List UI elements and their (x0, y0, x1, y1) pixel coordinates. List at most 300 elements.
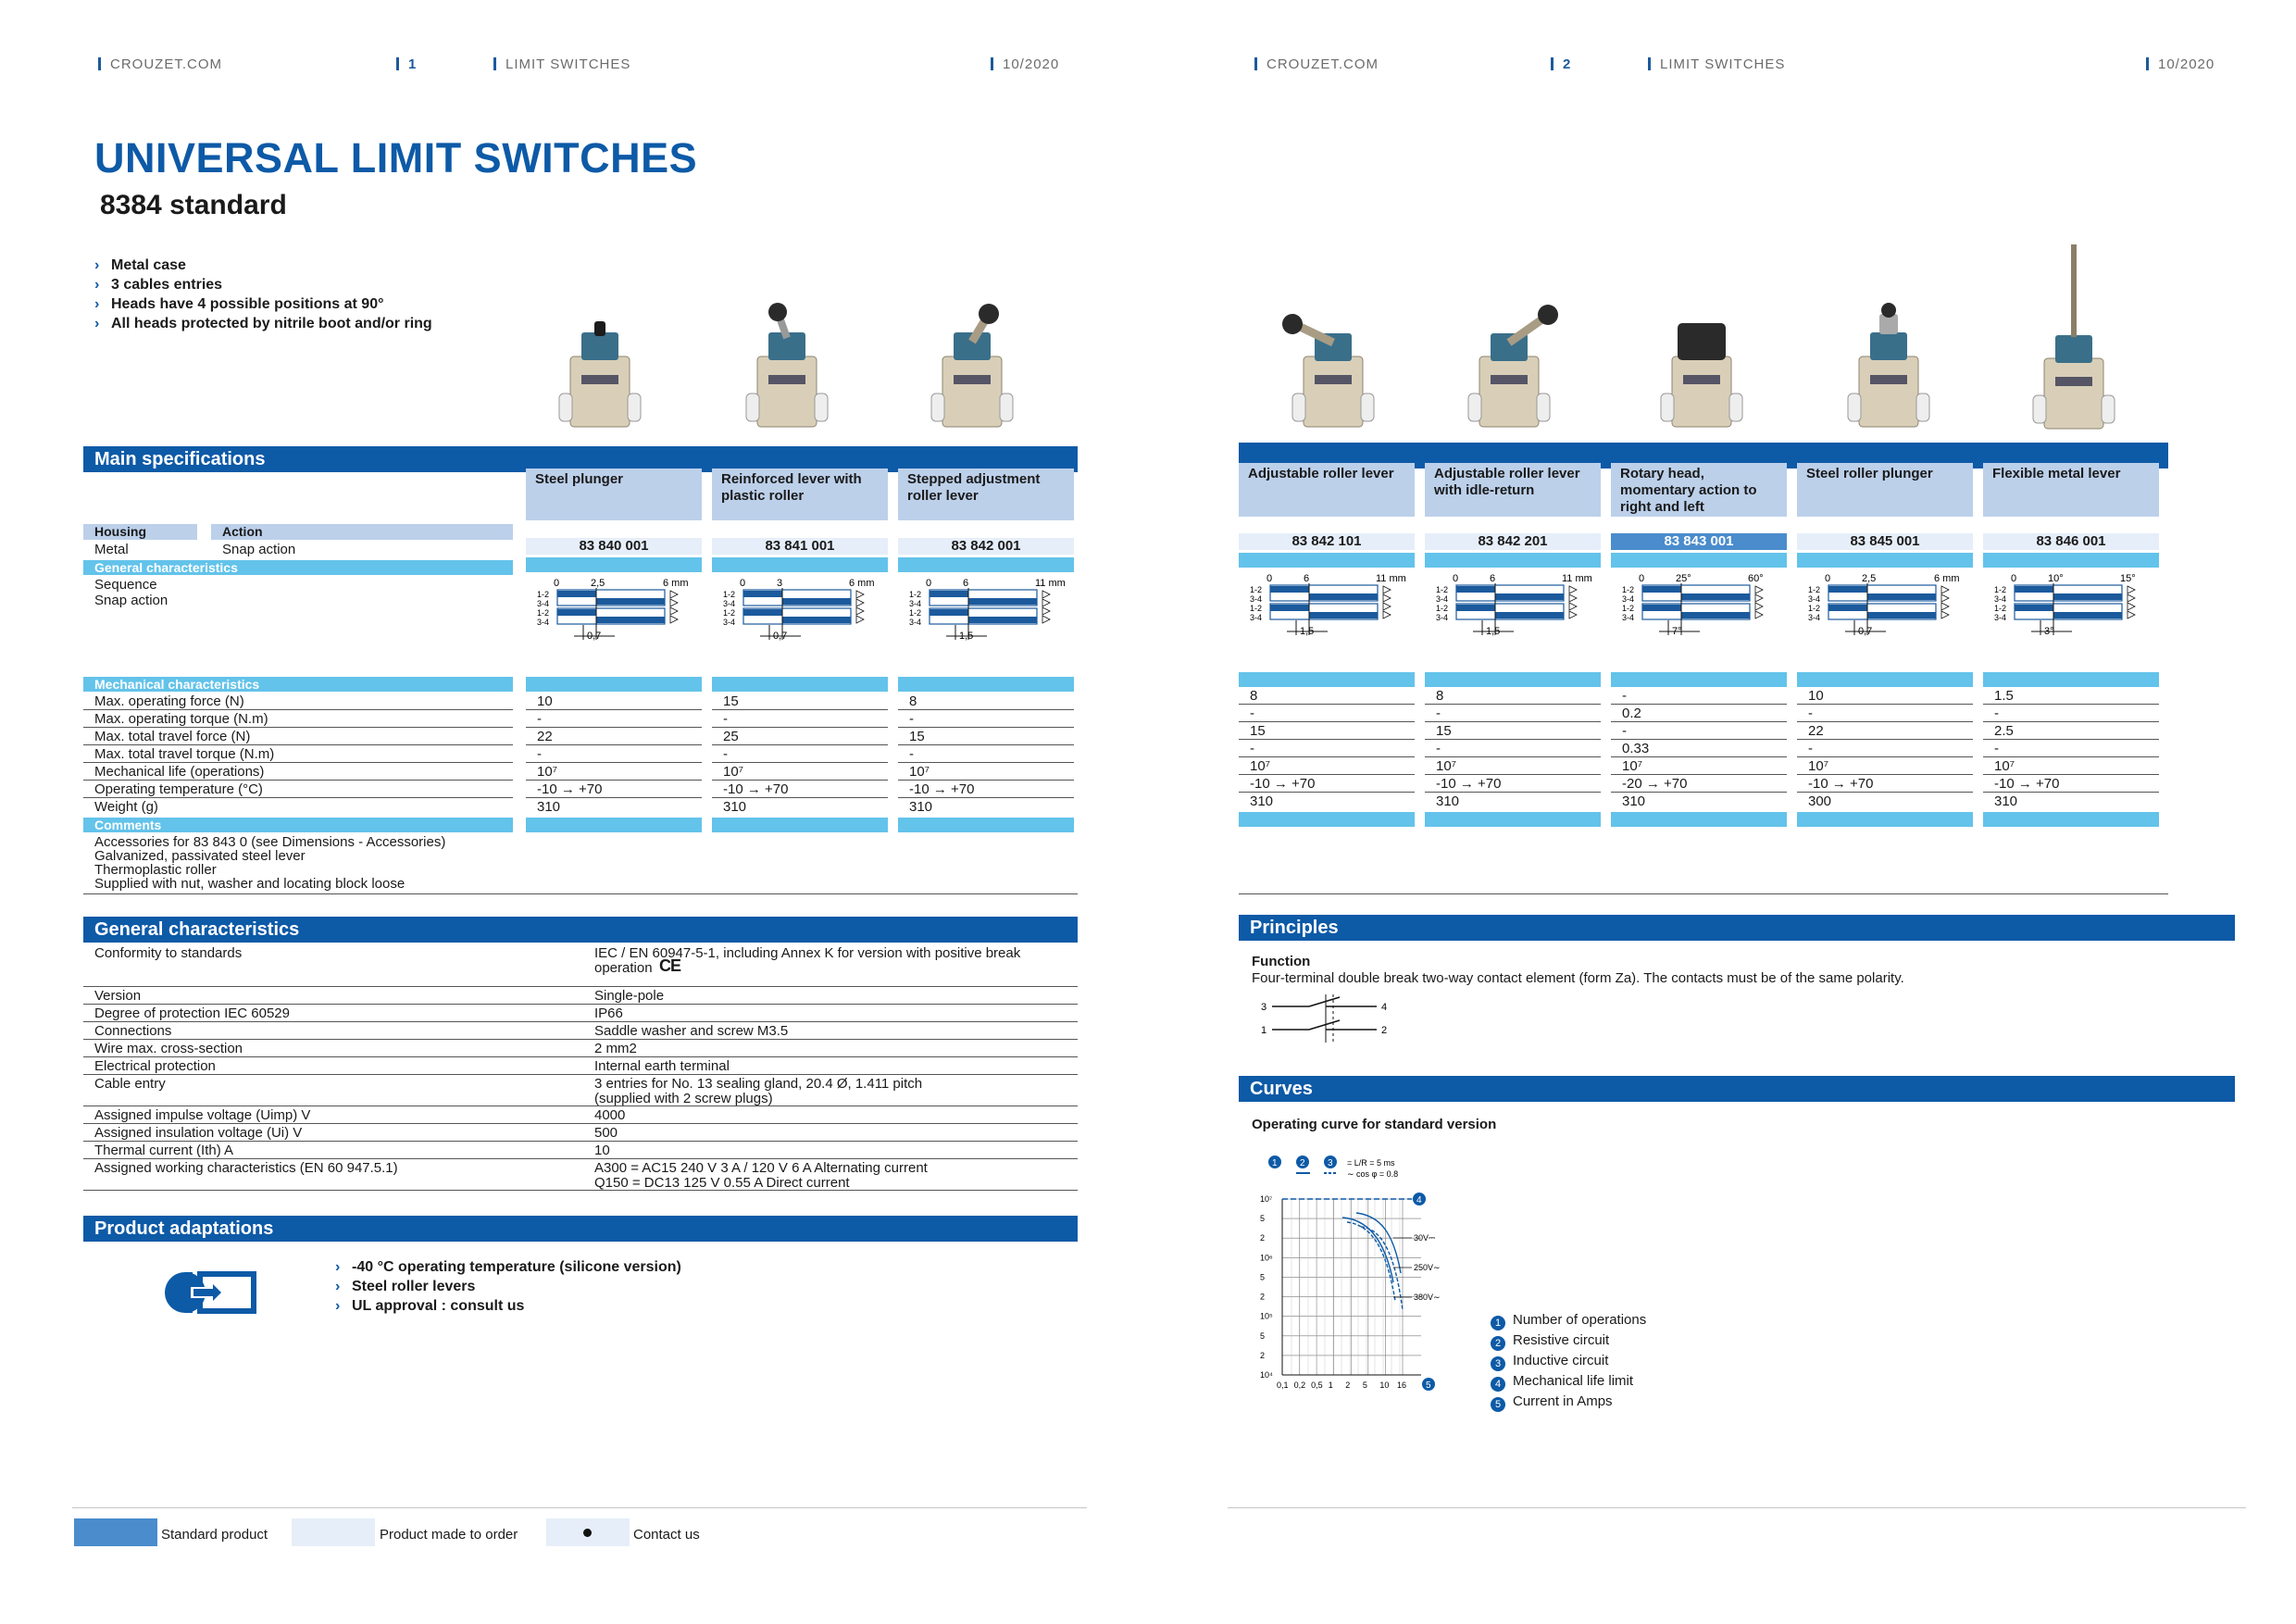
product-column-header: Steel plunger (526, 468, 702, 520)
spec-value: 310 (537, 799, 561, 815)
general-row-label: Conformity to standards (94, 945, 243, 961)
column-band (1611, 553, 1787, 568)
diagram-bar (2015, 586, 2053, 593)
sequence-diagram (712, 577, 888, 651)
general-header: General characteristics (83, 917, 1078, 943)
mech-row: Max. operating force (N) (83, 693, 513, 710)
action-value: Snap action (222, 542, 296, 557)
chevron-right-icon: › (335, 1279, 341, 1294)
spec-value: 310 (723, 799, 747, 815)
diagram-row-label: 1-2 (1436, 604, 1449, 613)
general-row-value: (supplied with 2 screw plugs) (594, 1091, 773, 1106)
spec-value: -10 → +70 (712, 781, 888, 798)
diagram-row-label: 1-2 (1994, 585, 2007, 594)
diagram-marker (1569, 594, 1577, 602)
diagram-tick-label: 3 (777, 578, 783, 589)
column-band (1425, 553, 1601, 568)
diagram-row-label: 3-4 (909, 618, 922, 627)
diagram-bar (1642, 605, 1681, 611)
diagram-row-label: 3-4 (723, 599, 736, 608)
diagram-tick-label: 6 mm (1934, 573, 1960, 584)
diagram-bar (743, 609, 782, 616)
column-band (1983, 672, 2159, 687)
product-column-header: Rotary head, momentary action to right and left (1611, 463, 1787, 517)
comments-divider (83, 893, 1078, 894)
principles-header: Principles (1239, 915, 2235, 941)
spec-value: -10 → +70 (1797, 775, 1973, 793)
diagram-row-label: 1-2 (1622, 604, 1635, 613)
diagram-row-label: 1-2 (1808, 604, 1821, 613)
comment-line: Thermoplastic roller (94, 862, 217, 878)
product-reference[interactable]: 83 842 201 (1425, 533, 1601, 550)
spec-value: - (898, 745, 1074, 763)
spec-value: - (1797, 705, 1973, 722)
legend-contact-swatch (546, 1518, 630, 1546)
diagram-bar (2053, 612, 2122, 618)
adaptation-item: › Steel roller levers (335, 1279, 476, 1294)
product-reference[interactable]: 83 840 001 (526, 538, 702, 555)
product-reference[interactable]: 83 841 001 (712, 538, 888, 555)
spec-value: - (1611, 722, 1787, 740)
diagram-row-label: 1-2 (537, 608, 550, 618)
diagram-bar (1495, 612, 1564, 618)
diagram-tick-label: 0 (1267, 573, 1273, 584)
product-image-reinforced-lever (741, 301, 833, 431)
spec-value: -10 → +70 (898, 781, 1074, 798)
product-column-header: Flexible metal lever (1983, 463, 2159, 517)
diagram-row-label: 3-4 (909, 599, 922, 608)
mech-label: Mechanical characteristics (83, 677, 513, 692)
curve-series (1342, 1218, 1393, 1282)
spec-value: 10 (526, 693, 702, 710)
product-column-header: Reinforced lever with plastic roller (712, 468, 888, 520)
curve-y-tick: 2 (1260, 1233, 1266, 1243)
diagram-marker (670, 599, 678, 606)
chevron-right-icon: › (94, 316, 100, 331)
diagram-tick-label: 60° (1748, 573, 1764, 584)
column-band (712, 677, 888, 692)
curve-x-tick: 0,1 (1277, 1380, 1289, 1390)
column-band (526, 818, 702, 832)
curve-y-tick: 5 (1260, 1214, 1266, 1224)
mech-rows (83, 693, 513, 816)
function-text: Four-terminal double break two-way contact element (form Za). The contacts must be of the same polarity. (1252, 970, 1904, 986)
spec-value: - (1611, 687, 1787, 705)
spec-value: 310 (1436, 793, 1460, 809)
header-site[interactable]: CROUZET.COM (98, 56, 222, 72)
general-row-value: Single-pole (594, 988, 665, 1004)
spec-value: 8 (1239, 687, 1415, 705)
product-image-flexible-lever (2028, 243, 2120, 432)
product-image-rotary-head (1655, 319, 1748, 431)
curve-y-tick: 2 (1260, 1350, 1266, 1360)
diagram-marker (670, 607, 678, 615)
contact-diagram (1252, 994, 1400, 1043)
product-column-header: Steel roller plunger (1797, 463, 1973, 517)
product-reference[interactable]: 83 842 001 (898, 538, 1074, 555)
curve-x-tick: 0,2 (1293, 1380, 1306, 1390)
chevron-right-icon: › (335, 1298, 341, 1314)
diagram-bar (1828, 586, 1867, 593)
product-reference[interactable]: 83 843 001 (1611, 533, 1787, 550)
general-row-label: Assigned impulse voltage (Uimp) V (94, 1107, 311, 1123)
diagram-bar (557, 591, 596, 597)
ce-mark-icon: CE (659, 956, 681, 975)
diagram-marker (1569, 586, 1577, 593)
diagram-bar (782, 617, 851, 623)
product-image-stepped-lever (926, 301, 1018, 431)
diagram-tick-label: 0 (1825, 573, 1831, 584)
diagram-tick-label: 0 (740, 578, 746, 589)
diagram-bar (1456, 586, 1495, 593)
diagram-tick-label: 10° (2048, 573, 2064, 584)
comments-label: Comments (83, 818, 513, 832)
general-row-label: Degree of protection IEC 60529 (94, 1006, 290, 1021)
column-band (1611, 672, 1787, 687)
housing-label: Housing (83, 524, 197, 540)
diagram-row-label: 1-2 (1436, 585, 1449, 594)
spec-value: - (712, 745, 888, 763)
mech-row: Weight (g) (94, 799, 158, 815)
chevron-right-icon: › (94, 296, 100, 312)
general-row-value: 3 entries for No. 13 sealing gland, 20.4 Ø, 1.411 pitch (594, 1076, 923, 1092)
general-row-label: Thermal current (Ith) A (94, 1143, 234, 1158)
diagram-row-label: 1-2 (1808, 585, 1821, 594)
spec-value: - (1425, 705, 1601, 722)
diagram-marker (1569, 611, 1577, 618)
general-row-value: A300 = AC15 240 V 3 A / 120 V 6 A Alternating current (594, 1160, 928, 1176)
diagram-marker (1042, 591, 1050, 598)
diagram-marker (1383, 586, 1391, 593)
diagram-bar (930, 591, 968, 597)
diagram-bar (1309, 593, 1378, 600)
general-row (83, 1057, 1078, 1075)
diagram-row-label: 3-4 (1436, 613, 1449, 622)
diagram-bar (1642, 586, 1681, 593)
column-band (712, 818, 888, 832)
footer-divider (72, 1507, 1087, 1508)
diagram-row-label: 1-2 (723, 608, 736, 618)
adaptation-plug-icon (163, 1270, 257, 1315)
housing-value: Metal (94, 542, 129, 557)
diagram-marker (1569, 603, 1577, 610)
diagram-bar (782, 598, 851, 605)
diagram-row-label: 1-2 (723, 590, 736, 599)
general-row-value: Saddle washer and screw M3.5 (594, 1023, 789, 1039)
general-row (83, 1005, 1078, 1022)
diagram-tick-label: 0 (1453, 573, 1459, 584)
product-reference[interactable]: 83 846 001 (1983, 533, 2159, 550)
diagram-bar (968, 598, 1037, 605)
terminal-label: 3 (1261, 1002, 1267, 1013)
column-band (898, 677, 1074, 692)
general-row (83, 987, 1078, 1005)
diagram-marker (2128, 594, 2135, 602)
product-column-header: Adjustable roller lever (1239, 463, 1415, 517)
column-band (1239, 553, 1415, 568)
sequence-diagram (898, 577, 1074, 651)
legend-contact: Contact us (633, 1527, 700, 1543)
diagram-marker (856, 599, 864, 606)
diagram-marker (1941, 586, 1949, 593)
diagram-marker (1755, 586, 1763, 593)
spec-value: 10⁷ (1983, 757, 2159, 775)
chevron-right-icon: › (94, 277, 100, 293)
adaptation-item: › UL approval : consult us (335, 1298, 525, 1314)
spec-value: 10⁷ (526, 763, 702, 781)
diagram-bar (1495, 593, 1564, 600)
diagram-row-label: 3-4 (1622, 594, 1635, 604)
column-band (526, 677, 702, 692)
curve-x-tick: 16 (1397, 1380, 1407, 1390)
general-row-value: 10 (594, 1143, 610, 1158)
feature-item: › All heads protected by nitrile boot and/or ring (94, 316, 432, 331)
diagram-marker (1042, 599, 1050, 606)
terminal-label: 2 (1381, 1025, 1388, 1036)
general-row-label: Connections (94, 1023, 172, 1039)
diagram-tick-label: 1,5 (1486, 626, 1501, 637)
spec-value: 10⁷ (712, 763, 888, 781)
general-row (83, 1124, 1078, 1142)
sequence-diagram (526, 577, 702, 651)
diagram-bar (930, 609, 968, 616)
diagram-bar (1867, 593, 1936, 600)
diagram-marker (1042, 616, 1050, 623)
general-row-value: 500 (594, 1125, 618, 1141)
legend-bubble-label: 1 (1272, 1158, 1278, 1168)
comment-line: Accessories for 83 843 0 (see Dimensions - Accessories) (94, 834, 446, 850)
diagram-marker (1755, 611, 1763, 618)
footer-divider-right (1228, 1507, 2246, 1508)
diagram-marker (2128, 603, 2135, 610)
legend-bubble-label: 4 (1416, 1195, 1422, 1206)
adaptations-header: Product adaptations (83, 1216, 1078, 1242)
feature-item: › Heads have 4 possible positions at 90° (94, 296, 384, 312)
legend-order: Product made to order (380, 1527, 518, 1543)
diagram-tick-label: 15° (2120, 573, 2136, 584)
header-page-right: 2 (1551, 56, 1571, 72)
feature-list (94, 256, 432, 333)
legend-order-swatch (292, 1518, 375, 1546)
mech-row: Max. total travel force (N) (83, 728, 513, 745)
header-date: 10/2020 (991, 56, 1059, 72)
curve-x-tick: 2 (1345, 1380, 1351, 1390)
general-row-label: Electrical protection (94, 1058, 216, 1074)
diagram-row-label: 1-2 (1250, 585, 1263, 594)
product-image-adjustable-idle-lever (1463, 296, 1565, 431)
diagram-tick-label: 25° (1676, 573, 1691, 584)
general-row (83, 1159, 1078, 1191)
curves-legend-item: 5 Current in Amps (1491, 1392, 1646, 1412)
column-band (1611, 812, 1787, 827)
curve-formula: = L/R = 5 ms (1347, 1158, 1395, 1168)
diagram-bar (2015, 605, 2053, 611)
spec-value: - (1983, 705, 2159, 722)
page-subtitle: 8384 standard (100, 190, 287, 220)
spec-value: - (898, 710, 1074, 728)
general-row-label: Cable entry (94, 1076, 166, 1092)
terminal-label: 1 (1261, 1025, 1267, 1036)
diagram-row-label: 1-2 (1622, 585, 1635, 594)
diagram-bar (557, 609, 596, 616)
spec-value: 300 (1808, 793, 1832, 809)
diagram-marker (1383, 611, 1391, 618)
product-reference[interactable]: 83 842 101 (1239, 533, 1415, 550)
mech-row: Operating temperature (°C) (83, 781, 513, 798)
general-row-value: 2 mm2 (594, 1041, 637, 1056)
spec-value: 25 (712, 728, 888, 745)
legend-bubble-label: 2 (1300, 1158, 1305, 1168)
diagram-row-label: 3-4 (537, 618, 550, 627)
diagram-bar (1309, 612, 1378, 618)
mech-row: Max. total travel torque (N.m) (83, 745, 513, 763)
spec-value: - (1797, 740, 1973, 757)
spec-value: - (712, 710, 888, 728)
diagram-row-label: 3-4 (537, 599, 550, 608)
spec-value: 310 (1994, 793, 2018, 809)
column-band (1983, 553, 2159, 568)
spec-value: 8 (1425, 687, 1601, 705)
curve-y-tick: 5 (1260, 1272, 1266, 1282)
general-row-value: IP66 (594, 1006, 623, 1021)
diagram-marker (1941, 611, 1949, 618)
general-row (83, 1040, 1078, 1057)
sequence-diagram (1983, 572, 2159, 646)
spec-value: 2.5 (1983, 722, 2159, 740)
curves-legend-item: 1 Number of operations (1491, 1310, 1646, 1330)
curve-y-tick: 10⁷ (1260, 1194, 1273, 1204)
general-row (83, 1075, 1078, 1106)
diagram-row-label: 3-4 (723, 618, 736, 627)
curves-legend (1491, 1310, 1646, 1412)
diagram-tick-label: 11 mm (1035, 578, 1066, 589)
column-band (898, 557, 1074, 572)
sequence-diagram (1611, 572, 1787, 646)
spec-value: - (1239, 740, 1415, 757)
general-row-label: Assigned insulation voltage (Ui) V (94, 1125, 303, 1141)
sequence-diagram (1239, 572, 1415, 646)
diagram-bar (968, 617, 1037, 623)
header-date-right: 10/2020 (2146, 56, 2215, 72)
general-row (83, 944, 1078, 987)
general-row-value: IEC / EN 60947-5-1, including Annex K for version with positive break (594, 945, 1021, 961)
diagram-bar (1270, 586, 1309, 593)
voltage-label: 250V∼ (1414, 1263, 1441, 1272)
product-reference[interactable]: 83 845 001 (1797, 533, 1973, 550)
column-band (1797, 553, 1973, 568)
product-column-header: Stepped adjustment roller lever (898, 468, 1074, 520)
diagram-bar (1867, 612, 1936, 618)
spec-value: - (1425, 740, 1601, 757)
diagram-row-label: 3-4 (1436, 594, 1449, 604)
feature-item: › 3 cables entries (94, 277, 223, 293)
legend-standard: Standard product (161, 1527, 268, 1543)
general-row-label: Version (94, 988, 142, 1004)
diagram-tick-label: 0 (2011, 573, 2017, 584)
diagram-tick-label: 11 mm (1376, 573, 1406, 584)
comment-line: Galvanized, passivated steel lever (94, 848, 306, 864)
spec-value: - (526, 745, 702, 763)
legend-bubble-label: 3 (1328, 1158, 1333, 1168)
header-section: LIMIT SWITCHES (493, 56, 630, 72)
spec-value: -20 → +70 (1611, 775, 1787, 793)
adaptation-item: › -40 °C operating temperature (silicone version) (335, 1259, 681, 1275)
spec-value: - (1983, 740, 2159, 757)
spec-value: -10 → +70 (1983, 775, 2159, 793)
header-section-right: LIMIT SWITCHES (1648, 56, 1785, 72)
diagram-tick-label: 3° (2044, 626, 2054, 637)
diagram-marker (2128, 586, 2135, 593)
product-image-steel-roller-plunger (1842, 301, 1935, 431)
product-image-steel-plunger (554, 319, 646, 431)
main-spec-header: Main specifications (83, 446, 1078, 472)
curve-x-tick: 1 (1328, 1380, 1333, 1390)
diagram-row-label: 1-2 (1250, 604, 1263, 613)
operating-curve (1254, 1153, 1477, 1412)
diagram-bar (596, 598, 665, 605)
diagram-row-label: 3-4 (1808, 613, 1821, 622)
diagram-marker (1042, 607, 1050, 615)
spec-value: 0.2 (1611, 705, 1787, 722)
diagram-row-label: 1-2 (1994, 604, 2007, 613)
diagram-bar (743, 591, 782, 597)
diagram-marker (1941, 594, 1949, 602)
header-site-right[interactable]: CROUZET.COM (1254, 56, 1379, 72)
chevron-right-icon: › (335, 1259, 341, 1275)
diagram-row-label: 3-4 (1622, 613, 1635, 622)
diagram-bar (1681, 612, 1750, 618)
column-band (1239, 672, 1415, 687)
diagram-marker (670, 616, 678, 623)
curves-legend-item: 3 Inductive circuit (1491, 1351, 1646, 1371)
voltage-label: 30V⎓ (1414, 1233, 1436, 1243)
spec-value: 15 (1425, 722, 1601, 740)
product-image-adjustable-lever (1278, 306, 1379, 431)
spec-value: 10⁷ (1239, 757, 1415, 775)
chevron-right-icon: › (94, 257, 100, 273)
diagram-tick-label: 6 (1304, 573, 1310, 584)
diagram-tick-label: 2,5 (591, 578, 605, 589)
spec-value: - (1239, 705, 1415, 722)
diagram-bar (596, 617, 665, 623)
diagram-row-label: 3-4 (1994, 613, 2007, 622)
curve-y-tick: 10⁴ (1260, 1370, 1273, 1380)
curve-formula: ∼ cos φ = 0.8 (1347, 1169, 1399, 1179)
spec-value: -10 → +70 (1239, 775, 1415, 793)
spec-value: 10⁷ (1425, 757, 1601, 775)
diagram-tick-label: 11 mm (1562, 573, 1592, 584)
header-page: 1 (396, 56, 417, 72)
diagram-marker (2128, 611, 2135, 618)
spec-value: -10 → +70 (526, 781, 702, 798)
curve-y-tick: 10⁶ (1260, 1253, 1273, 1263)
diagram-bar (1456, 605, 1495, 611)
diagram-tick-label: 1,5 (1300, 626, 1315, 637)
spec-value: 10⁷ (898, 763, 1074, 781)
spec-value: 310 (1250, 793, 1274, 809)
snap-label: Snap action (94, 593, 168, 608)
legend-bubble-label: 5 (1426, 1380, 1431, 1391)
general-row-value: Internal earth terminal (594, 1058, 730, 1074)
curve-series (1356, 1213, 1401, 1273)
diagram-tick-label: 0,7 (773, 631, 788, 642)
diagram-marker (1383, 603, 1391, 610)
spec-value: 310 (1622, 793, 1646, 809)
diagram-tick-label: 0,7 (1858, 626, 1873, 637)
curve-x-tick: 5 (1362, 1380, 1367, 1390)
general-char-label: General characteristics (83, 560, 513, 575)
diagram-tick-label: 2,5 (1862, 573, 1877, 584)
